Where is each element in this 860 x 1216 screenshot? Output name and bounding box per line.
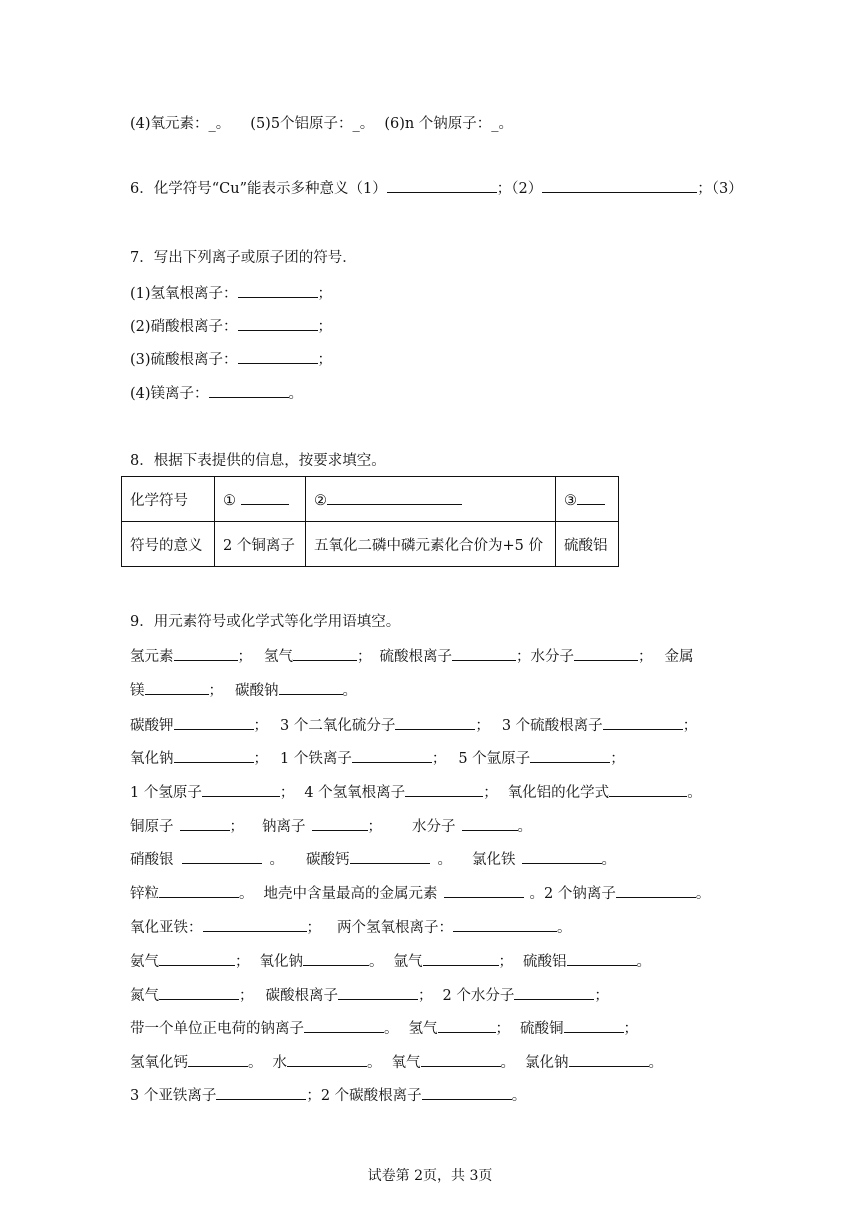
term: 氧化亚铁： [130,920,203,936]
answer-blank[interactable] [238,349,318,364]
term: 水 [272,1055,287,1071]
question-7-title: 7．写出下列离子或原子团的符号． [130,250,357,266]
table-cell: 硫酸铝 [556,522,619,567]
punct: ； [317,286,333,302]
punct: ； [475,718,490,734]
question-6 [130,178,743,199]
answer-blank[interactable] [159,883,239,898]
punct: ； [306,920,321,936]
term: 3 个亚铁离子 [130,1088,217,1104]
table-cell: 2 个铜离子 [215,522,306,567]
answer-blank[interactable] [569,1052,649,1067]
page-footer: 试卷第 2页，共 3页 [367,1168,493,1184]
term: 地壳中含量最高的金属元素 [263,886,438,902]
answer-blank[interactable] [423,951,499,966]
term: 硫酸铜 [520,1021,564,1037]
q7-label: (1)氢氧根离子： [130,286,238,302]
punct: 。 [384,1021,399,1037]
term: 氢元素 [130,649,174,665]
answer-blank[interactable] [395,715,475,730]
term: 水分子 [412,819,456,835]
punct: ； [418,988,433,1004]
answer-blank[interactable] [159,985,239,1000]
answer-blank[interactable] [616,883,696,898]
punct: 。 [601,852,616,868]
answer-blank[interactable] [567,951,637,966]
answer-blank[interactable] [405,782,483,797]
term: 碳酸根离子 [265,988,338,1004]
term: 1 个铁离子 [280,751,352,767]
answer-blank[interactable] [180,816,230,831]
punct: ； [594,988,609,1004]
punct: 。 [269,852,284,868]
answer-blank[interactable] [422,1085,512,1100]
punct: ； [253,718,268,734]
answer-blank[interactable] [352,748,432,763]
answer-blank[interactable] [182,849,262,864]
line-4-5-6 [130,114,513,134]
term: 5 个氩原子 [458,751,531,767]
answer-blank[interactable] [452,646,516,661]
punct: 。 [288,386,304,402]
punct: ； [279,785,295,801]
punct: ； [239,988,254,1004]
answer-blank[interactable] [241,490,289,505]
punct: ； [317,352,333,368]
q6-sep2: ；（2） [496,181,543,197]
q9-line [130,782,702,803]
term: 氮气 [130,988,159,1004]
term: 碳酸钠 [235,683,279,699]
answer-blank[interactable] [577,490,605,505]
table-row [122,522,619,567]
q9-line [130,1052,663,1073]
part-4: (4)氧元素：_。 [130,116,231,132]
q9-line [130,748,625,769]
answer-blank[interactable] [174,715,254,730]
question-9-title: 9．用元素符号或化学式等化学用语填空。 [130,614,401,630]
part-6: (6)n 个钠原子：_。 [384,116,514,132]
punct: 。 [248,1055,263,1071]
circle-2: ② [314,492,327,509]
answer-blank[interactable] [202,782,280,797]
term: 钠离子 [262,819,306,835]
punct: ； [498,954,513,970]
term: 氧化铝的化学式 [507,785,610,801]
answer-blank[interactable] [453,917,557,932]
answer-blank[interactable] [287,1052,367,1067]
term: ；水分子 [516,649,574,665]
answer-blank[interactable] [304,1018,384,1033]
punct: 。 [437,852,452,868]
answer-blank[interactable] [209,383,289,398]
term: 硫酸铝 [523,954,567,970]
punct: ； [623,1021,638,1037]
term: 碳酸钾 [130,718,174,734]
q9-line [130,917,572,938]
term: 3 个二氧化硫分子 [280,718,396,734]
table-cell: 符号的意义 [122,522,215,567]
answer-blank[interactable] [338,985,418,1000]
answer-blank[interactable] [279,680,343,695]
answer-blank[interactable] [387,178,497,193]
term: 氨气 [130,954,159,970]
q7-label: (2)硝酸根离子： [130,319,238,335]
term: 氧化钠 [130,751,174,767]
punct: ； [431,751,447,767]
answer-blank[interactable] [293,646,357,661]
q9-line [130,951,651,972]
q7-item [130,316,332,337]
q6-sep3: ；（3） [697,181,743,197]
q9-line [130,816,532,837]
circle-1: ① [223,492,236,509]
punct: 。 [648,1055,663,1071]
punct: 。 [511,1088,527,1104]
term: 碳酸钙 [306,852,350,868]
punct: ； [367,819,382,835]
punct: ； [235,954,250,970]
answer-blank[interactable] [238,316,318,331]
punct: ； [237,649,252,665]
answer-blank[interactable] [444,883,524,898]
q9-line [130,883,710,904]
punct: 。 [367,1055,382,1071]
circle-3: ③ [564,492,577,509]
term: 氢气 [264,649,293,665]
answer-blank[interactable] [216,1085,306,1100]
term: 。2 个钠离子 [529,886,616,902]
answer-blank[interactable] [303,951,369,966]
term: 3 个硫酸根离子 [501,718,603,734]
term: 氧化钠 [259,954,303,970]
punct: 。 [636,954,651,970]
term: 氯化铁 [472,852,516,868]
answer-blank[interactable] [145,680,209,695]
punct: ； [208,683,223,699]
term: ；2 个碳酸根离子 [306,1088,422,1104]
answer-blank[interactable] [564,1018,624,1033]
answer-blank[interactable] [174,646,238,661]
punct: 。 [687,785,702,801]
table-row [122,477,619,522]
punct: ； [317,319,333,335]
answer-blank[interactable] [188,1052,248,1067]
term: 氧气 [391,1055,421,1071]
answer-blank[interactable] [203,917,307,932]
q9-line [130,680,357,701]
info-table [121,476,619,567]
answer-blank[interactable] [174,748,254,763]
term: 两个氢氧根离子： [337,920,453,936]
term: 铜原子 [130,819,174,835]
term: 镁 [130,683,145,699]
answer-blank[interactable] [522,849,602,864]
punct: ； [610,751,625,767]
term: 1 个氢原子 [130,785,202,801]
answer-blank[interactable] [530,748,610,763]
term: 硫酸根离子 [379,649,452,665]
punct: ； [253,751,268,767]
part-5: (5)5个铝原子：_。 [250,116,375,132]
answer-blank[interactable] [603,715,683,730]
punct: 。 [369,954,384,970]
term: 带一个单位正电荷的钠离子 [130,1021,304,1037]
answer-blank[interactable] [514,985,594,1000]
punct: ； [638,649,653,665]
answer-blank[interactable] [327,490,462,505]
punct: 。 [695,886,711,902]
answer-blank[interactable] [542,178,697,193]
term: 金属 [664,649,694,665]
q9-line [130,985,609,1006]
table-cell: 五氧化二磷中磷元素化合价为+5 价 [306,522,556,567]
answer-blank[interactable] [609,782,687,797]
term: 氢氧化钙 [130,1055,188,1071]
punct: ； [495,1021,510,1037]
punct: ； [357,649,372,665]
q7-item [130,383,303,404]
q9-line [130,646,694,667]
table-cell [306,477,556,522]
table-cell [556,477,619,522]
term: 4 个氢氧根离子 [304,785,406,801]
term: 氩气 [393,954,423,970]
table-cell [215,477,306,522]
term: 锌粒 [130,886,159,902]
answer-blank[interactable] [438,1018,496,1033]
term: 氢气 [408,1021,438,1037]
answer-blank[interactable] [238,283,318,298]
answer-blank[interactable] [312,816,368,831]
question-8-title: 8．根据下表提供的信息，按要求填空。 [130,453,386,469]
term: 硝酸银 [130,852,174,868]
q9-line [130,1018,638,1039]
q9-line [130,849,616,870]
answer-blank[interactable] [421,1052,501,1067]
q7-item [130,283,332,304]
q7-label: (4)镁离子： [130,386,209,402]
punct: ； [682,718,698,734]
q7-item [130,349,332,370]
answer-blank[interactable] [159,951,235,966]
q6-text: 6．化学符号“Cu”能表示多种意义（1） [130,181,387,197]
punct: 。 [557,920,572,936]
punct: 。 [342,683,357,699]
q9-line [130,715,697,736]
term: 2 个水分子 [442,988,515,1004]
punct: 。 [500,1055,515,1071]
punct: ； [229,819,244,835]
q7-label: (3)硫酸根离子： [130,352,238,368]
punct: ； [483,785,498,801]
answer-blank[interactable] [574,646,638,661]
answer-blank[interactable] [462,816,518,831]
term: 氯化钠 [525,1055,569,1071]
q9-line [130,1085,526,1106]
punct: 。 [239,886,254,902]
punct: 。 [517,819,532,835]
answer-blank[interactable] [350,849,430,864]
table-cell: 化学符号 [122,477,215,522]
